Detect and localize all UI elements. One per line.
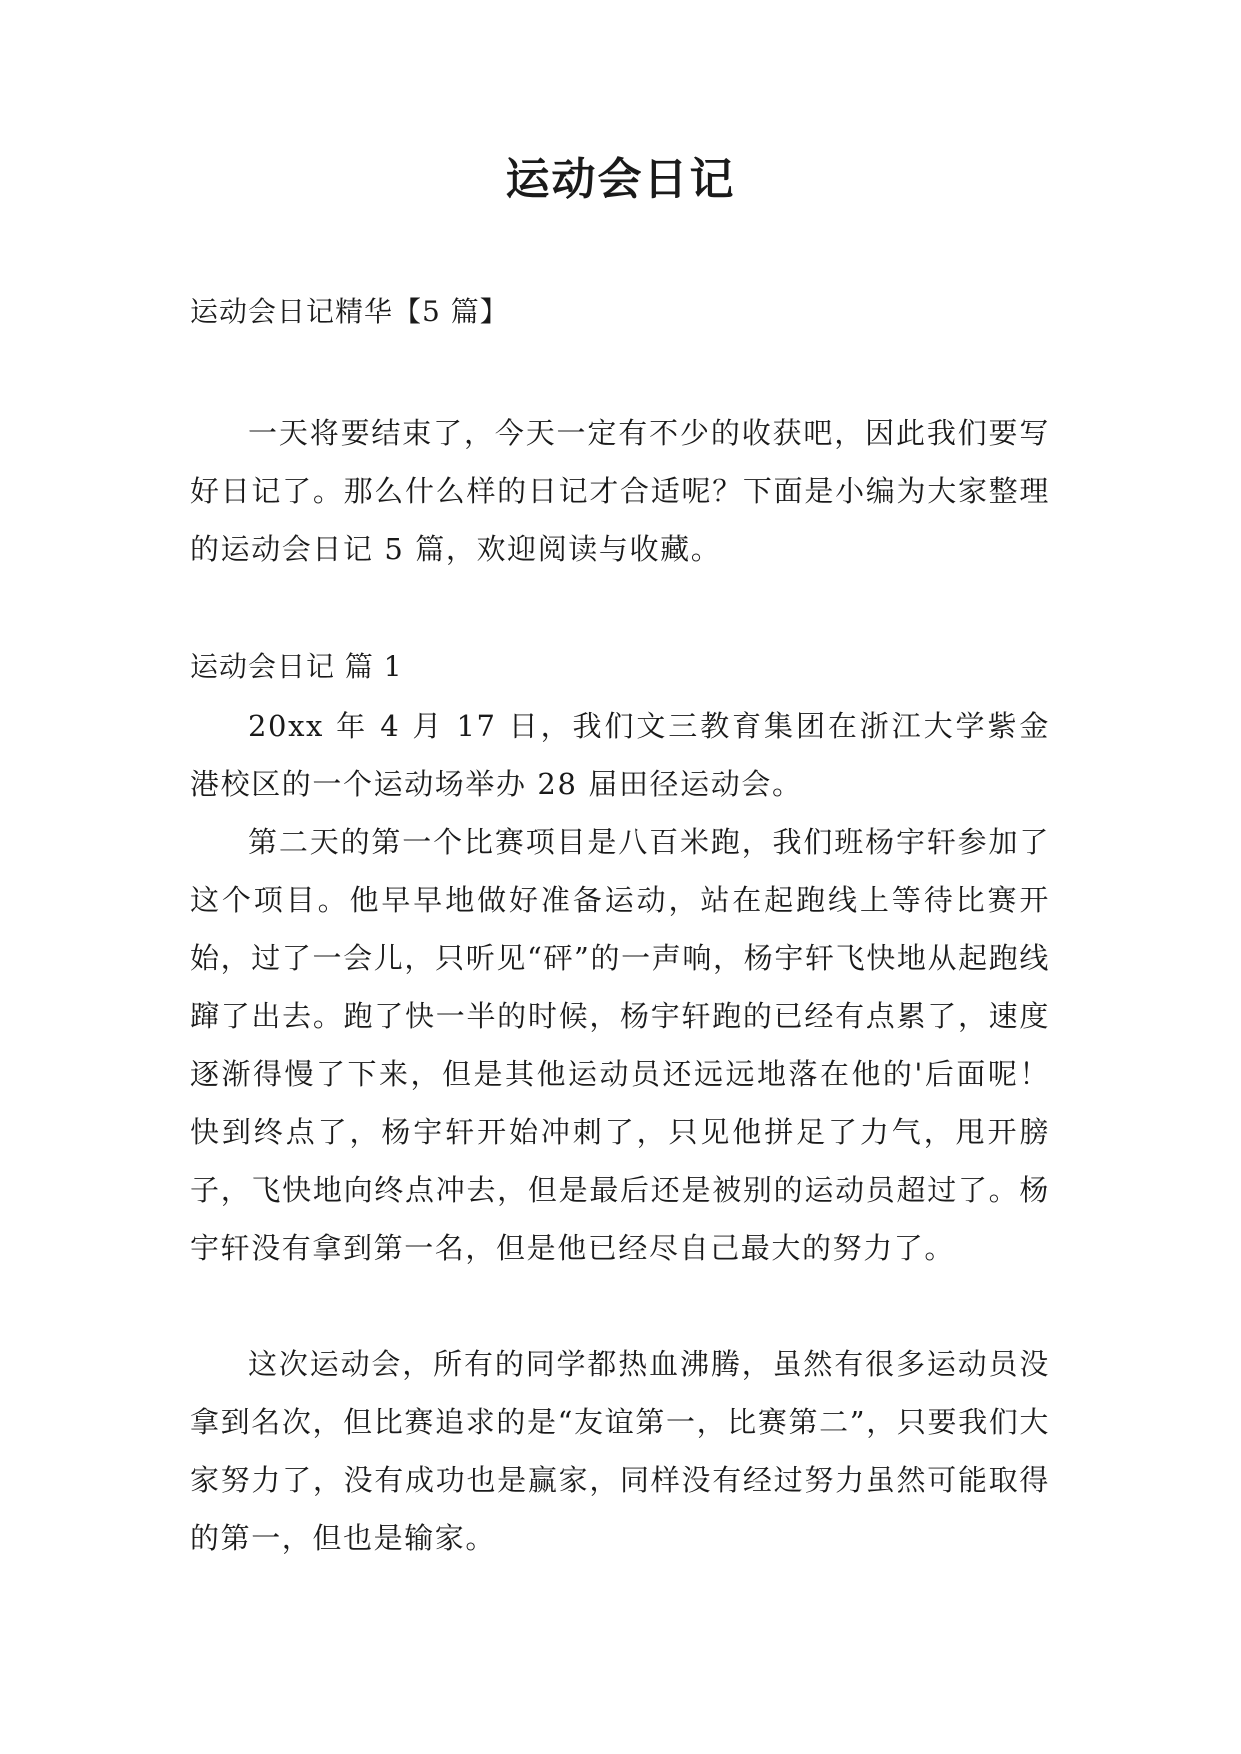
section-heading: 运动会日记 篇 1 [190, 650, 403, 683]
body-paragraph: 这次运动会，所有的同学都热血沸腾，虽然有很多运动员没拿到名次，但比赛追求的是“友谊第一，比赛第二”，只要我们大家努力了，没有成功也是赢家，同样没有经过努力虽然可能取得的第一，但也是输家。 [190, 1347, 1050, 1555]
body-paragraph: 第二天的第一个比赛项目是八百米跑，我们班杨宇轩参加了这个项目。他早早地做好准备运动，站在起跑线上等待比赛开始，过了一会儿，只听见“砰”的一声响，杨宇轩飞快地从起跑线蹿了出去。跑了快一半的时候，杨宇轩跑的已经有点累了，速度逐渐得慢了下来，但是其他运动员还远远地落在他的'后面呢！快到终点了，杨宇轩开始冲刺了，只见他拼足了力气，甩开膀子，飞快地向终点冲去，但是最后还是被别的运动员超过了。杨宇轩没有拿到第一名，但是他已经尽自己最大的努力了。 [190, 825, 1050, 1265]
document-subtitle: 运动会日记精华【5 篇】 [190, 295, 509, 328]
intro-paragraph: 一天将要结束了，今天一定有不少的收获吧，因此我们要写好日记了。那么什么样的日记才合适呢？下面是小编为大家整理的运动会日记 5 篇，欢迎阅读与收藏。 [190, 416, 1050, 566]
body-paragraph: 20xx 年 4 月 17 日，我们文三教育集团在浙江大学紫金港校区的一个运动场举办 28 届田径运动会。 [190, 709, 1050, 801]
document-title: 运动会日记 [505, 154, 736, 205]
